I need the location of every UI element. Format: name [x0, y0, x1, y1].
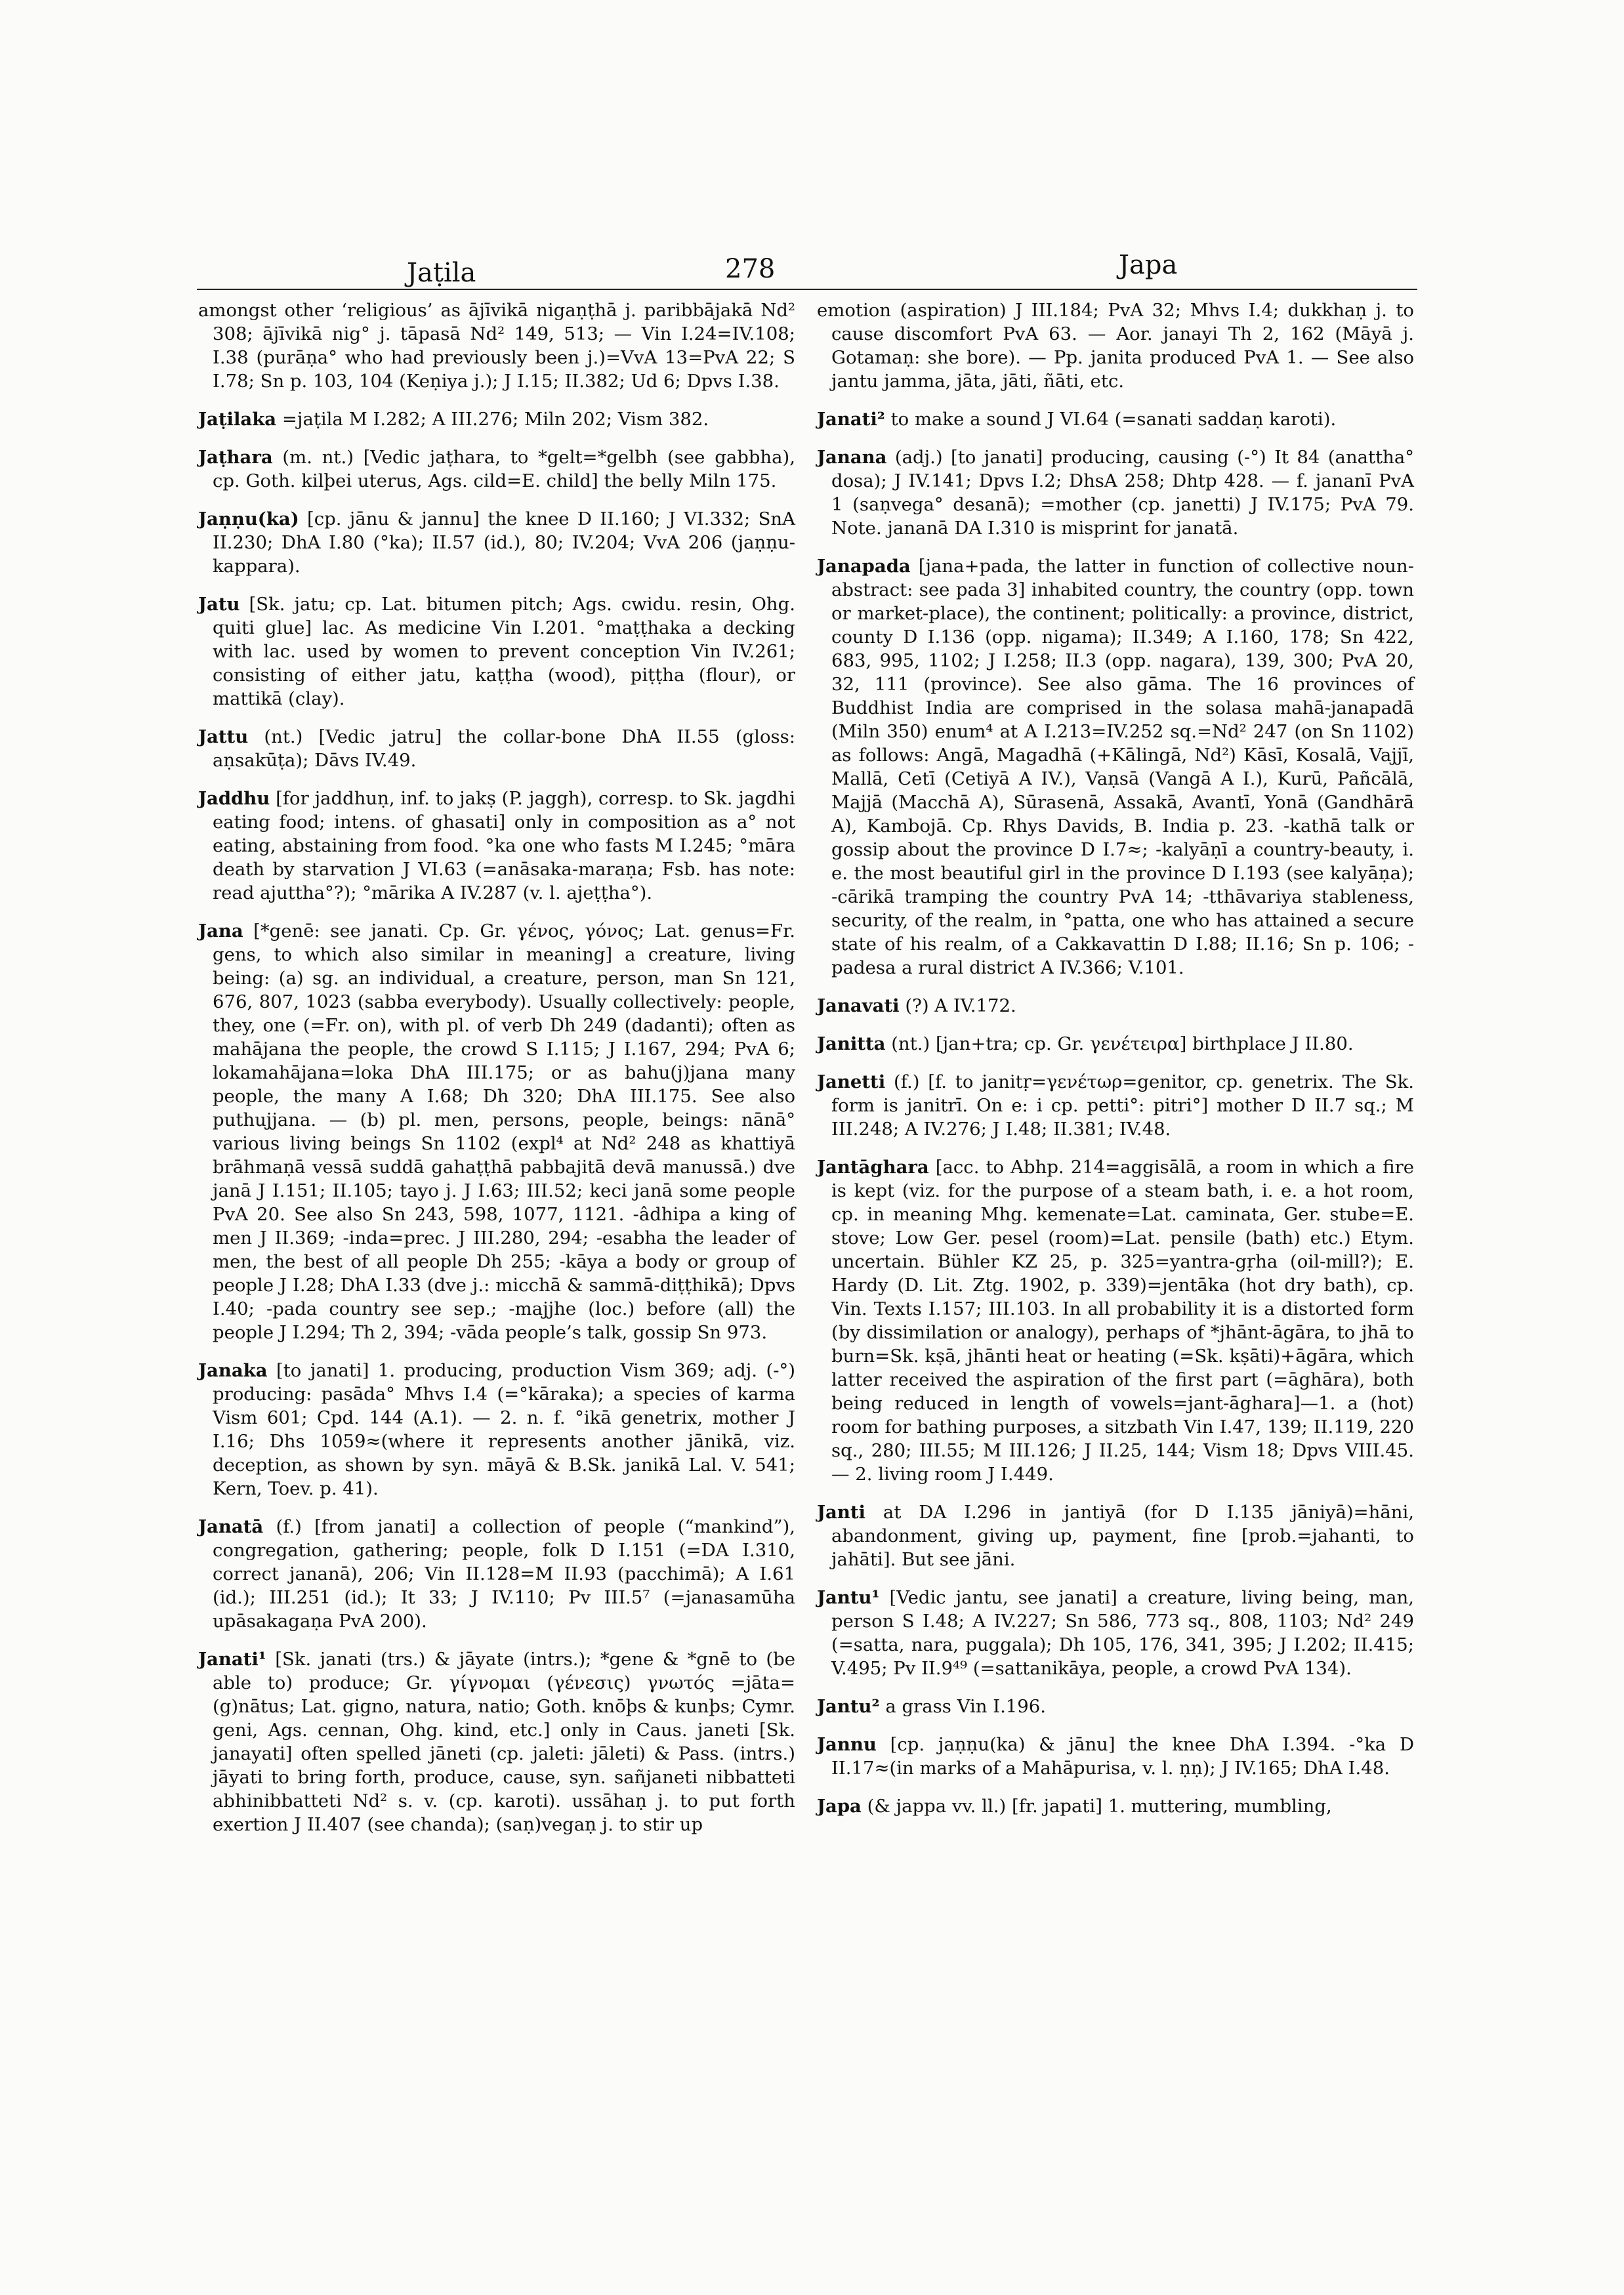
dictionary-entry — [198, 299, 795, 393]
dictionary-entry — [817, 1794, 1414, 1818]
entry-headword: Janetti — [817, 1071, 886, 1092]
dictionary-entry — [198, 919, 795, 1344]
entry-text: (& jappa vv. ll.) [fr. japati] 1. muttering, mumbling, — [867, 1796, 1332, 1817]
entry-headword: Jaṭhara — [198, 447, 273, 468]
entry-text: emotion (aspiration) J III.184; PvA 32; Mhvs I.4; dukkhaṇ j. to cause discomfort PvA 63. — Aor. janayi Th 2, 162 (Māyā j. Gotamaṇ: she bore). — Pp. janita produced PvA 1. — See also jantu jamma, jāta, jāti, ñāti, etc. — [817, 300, 1414, 392]
entry-headword: Jantāghara — [817, 1157, 929, 1178]
entry-headword: Janapada — [817, 556, 911, 577]
entry-headword: Jaddhu — [198, 788, 270, 809]
entry-text: [*genē: see janati. Cp. Gr. γένος, γόνος; Lat. genus=Fr. gens, to which also similar in meaning] a creature, living being: (a) sg. an individual, a creature, person, man Sn 121, 676, 807, 1023 (sabba everybody). Usually collectively: people, they, one (=Fr. on), with pl. of verb Dh 249 (dadanti); often as mahājana the people, the crowd S I.115; J I.167, 294; PvA 6; lokamahājana=loka DhA III.175; or as bahu(j)jana many people, the many A I.68; Dh 320; DhA III.175. See also puthujjana. — (b) pl. men, persons, people, beings: nānā° various living beings Sn 1102 (expl⁴ at Nd² 248 as khattiyā brāhmaṇā vessā suddā gahaṭṭhā pabbajitā devā manussā.) dve janā J I.151; II.105; tayo j. J I.63; III.52; keci janā some people PvA 20. See also Sn 243, 598, 1077, 1121. -âdhipa a king of men J II.369; -inda=prec. J III.280, 294; -esabha the leader of men, the best of all people Dh 255; -kāya a body or group of people J I.28; DhA I.33 (dve j.: micchā & sammā-diṭṭhikā); Dpvs I.40; -pada country see sep.; -majjhe (loc.) before (all) the people J I.294; Th 2, 394; -vāda people’s talk, gossip Sn 973. — [213, 920, 795, 1343]
entry-text: [acc. to Abhp. 214=aggisālā, a room in which a fire is kept (viz. for the purpose of a steam bath, i. e. a hot room, cp. in meaning Mhg. kemenate=Lat. caminata, Ger. stube=E. stove; Low Ger. pesel (room)=Lat. pensile (bath) etc.) Etym. uncertain. Bühler KZ 25, p. 325=yantra-gṛha (oil-mill?); E. Hardy (D. Lit. Ztg. 1902, p. 339)=jentāka (hot dry bath), cp. Vin. Texts I.157; III.103. In all probability it is a distorted form (by dissimilation or analogy), perhaps of *jhānt-āgāra, to jhā to burn=Sk. kṣā, jhānti heat or heating (=Sk. kṣāti)+āgāra, which latter received the aspiration of the first part (=āghāra), both being reduced in length of vowels=jant-āghara]—1. a (hot) room for bathing purposes, a sitzbath Vin I.47, 139; II.119, 220 sq., 280; III.55; M III.126; J II.25, 144; Vism 18; Dpvs VIII.45. — 2. living room J I.449. — [831, 1157, 1414, 1485]
entry-text: (nt.) [jan+tra; cp. Gr. γενέτειρα] birthplace J II.80. — [891, 1033, 1354, 1054]
dictionary-entry — [198, 507, 795, 578]
dictionary-entry — [198, 592, 795, 711]
left-guide-word: Jaṭila — [407, 258, 476, 288]
right-guide-word: Japa — [1119, 250, 1178, 280]
entry-text: [cp. jānu & jannu] the knee D II.160; J VI.332; SnA II.230; DhA I.80 (°ka); II.57 (id.), 80; IV.204; VvA 206 (jaṇṇu-kappara). — [213, 508, 795, 577]
entry-text: (f.) [f. to janitṛ=γενέτωρ=genitor, cp. genetrix. The Sk. form is janitrī. On e: i cp. petti°: pitri°] mother D II.7 sq.; M III.248; A IV.276; J I.48; II.381; IV.48. — [831, 1071, 1414, 1140]
dictionary-entry — [817, 1032, 1414, 1056]
entry-text: (m. nt.) [Vedic jaṭhara, to *gelt=*gelbh (see gabbha), cp. Goth. kilþei uterus, Ags. cild=E. child] the belly Miln 175. — [213, 447, 795, 491]
dictionary-entry — [817, 994, 1414, 1018]
entry-headword: Jattu — [198, 726, 249, 747]
entry-text: [Vedic jantu, see janati] a creature, living being, man, person S I.48; A IV.227; Sn 586, 773 sq., 808, 1103; Nd² 249 (=satta, nara, puggala); Dh 105, 176, 341, 395; J I.202; II.415; V.495; Pv II.9⁴⁹ (=sattanikāya, people, a crowd PvA 134). — [831, 1587, 1414, 1679]
entry-headword: Jana — [198, 920, 243, 941]
entry-headword: Janaka — [198, 1360, 268, 1381]
dictionary-entry — [198, 445, 795, 493]
entry-text: (adj.) [to janati] producing, causing (-°) It 84 (anattha° dosa); J IV.141; Dpvs I.2; DhsA 258; Dhtp 428. — f. jananī PvA 1 (saṇvega° desanā); =mother (cp. janetti) J IV.175; PvA 79. Note. jananā DA I.310 is misprint for janatā. — [831, 447, 1415, 539]
dictionary-entry — [817, 299, 1414, 393]
dictionary-entry — [817, 1155, 1414, 1486]
entry-text: [Sk. jatu; cp. Lat. bitumen pitch; Ags. cwidu. resin, Ohg. quiti glue] lac. As medicine Vin I.201. °maṭṭhaka a decking with lac. used by women to prevent conception Vin IV.261; consisting of either jatu, kaṭṭha (wood), piṭṭha (flour), or mattikā (clay). — [213, 594, 795, 709]
dictionary-entry — [198, 1515, 795, 1633]
dictionary-entry — [817, 1586, 1414, 1680]
dictionary-entry — [817, 407, 1414, 431]
dictionary-entry — [817, 1070, 1414, 1141]
entry-text: amongst other ‘religious’ as ājīvikā nigaṇṭhā j. paribbājakā Nd² 308; ājīvikā nig° j. tāpasā Nd² 149, 513; — Vin I.24=IV.108; I.38 (purāṇa° who had previously been j.)=VvA 13=PvA 22; S I.78; Sn p. 103, 104 (Keṇiya j.); J I.15; II.382; Ud 6; Dpvs I.38. — [198, 300, 795, 392]
left-column — [198, 299, 795, 1851]
dictionary-entry — [817, 554, 1414, 980]
dictionary-entry — [198, 725, 795, 772]
entry-text: [for jaddhuṇ, inf. to jakṣ (P. jaggh), corresp. to Sk. jagdhi eating food; intens. of ghasati] only in composition as a° not eating, abstaining from food. °ka one who fasts M I.245; °māra death by starvation J VI.63 (=anāsaka-maraṇa; Fsb. has note: read ajuttha°?); °mārika A IV.287 (v. l. ajeṭṭha°). — [213, 788, 795, 903]
entry-text: =jaṭila M I.282; A III.276; Miln 202; Vism 382. — [281, 409, 709, 430]
entry-text: (nt.) [Vedic jatru] the collar-bone DhA II.55 (gloss: aṇsakūṭa); Dāvs IV.49. — [213, 726, 795, 771]
entry-text: at DA I.296 in jantiyā (for D I.135 jāniyā)=hāni, abandonment, giving up, payment, fine [prob.=jahanti, to jahāti]. But see jāni. — [831, 1502, 1414, 1570]
entry-text: [Sk. janati (trs.) & jāyate (intrs.); *gene & *gnē to (be able to) produce; Gr. γίγνομαι (γένεσις) γνωτός =jāta=(g)nātus; Lat. gigno, natura, natio; Goth. knōþs & kunþs; Cymr. geni, Ags. cennan, Ohg. kind, etc.] only in Caus. janeti [Sk. janayati] often spelled jāneti (cp. jaleti: jāleti) & Pass. (intrs.) jāyati to bring forth, produce, cause, syn. sañjaneti nibbatteti abhinibbatteti Nd² s. v. (cp. karoti). ussāhaṇ j. to put forth exertion J II.407 (see chanda); (saṇ)vegaṇ j. to stir up — [213, 1649, 795, 1835]
entry-headword: Janavati — [817, 995, 900, 1016]
dictionary-entry — [198, 407, 795, 431]
entry-headword: Janti — [817, 1502, 865, 1523]
dictionary-entry — [817, 445, 1414, 540]
entry-headword: Jannu — [817, 1734, 877, 1755]
entry-text: (?) A IV.172. — [905, 995, 1016, 1016]
dictionary-entry — [817, 1695, 1414, 1718]
entry-text: (f.) [from janati] a collection of people (“mankind”), congregation, gathering; people, folk D I.151 (=DA I.310, correct jananā), 206; Vin II.128=M II.93 (pacchimā); A I.61 (id.); III.251 (id.); It 33; J IV.110; Pv III.5⁷ (=janasamūha upāsakagaṇa PvA 200). — [213, 1516, 795, 1632]
entry-headword: Jantu¹ — [817, 1587, 880, 1608]
dictionary-entry — [198, 1359, 795, 1500]
entry-text: to make a sound J VI.64 (=sanati saddaṇ karoti). — [890, 409, 1337, 430]
dictionary-entry — [198, 787, 795, 905]
dictionary-entry — [817, 1733, 1414, 1780]
dictionary-entry — [198, 1647, 795, 1836]
entry-headword: Janitta — [817, 1033, 886, 1054]
entry-text: [cp. jaṇṇu(ka) & jānu] the knee DhA I.394. -°ka D II.17≈(in marks of a Mahāpurisa, v. l. ṇṇ); J IV.165; DhA I.48. — [831, 1734, 1414, 1779]
entry-text: a grass Vin I.196. — [885, 1696, 1047, 1717]
entry-headword: Jaṇṇu(ka) — [198, 508, 299, 529]
entry-headword: Japa — [817, 1796, 862, 1817]
entry-text: [to janati] 1. producing, production Vism 369; adj. (-°) producing: pasāda° Mhvs I.4 (=°kāraka); a species of karma Vism 601; Cpd. 144 (A.1). — 2. n. f. °ikā genetrix, mother J I.16; Dhs 1059≈(where it represents another jānikā, viz. deception, as shown by syn. māyā & B.Sk. janikā Lal. V. 541; Kern, Toev. p. 41). — [213, 1360, 795, 1499]
entry-headword: Janati¹ — [198, 1649, 266, 1670]
page-number: 278 — [725, 254, 776, 284]
entry-headword: Jatu — [198, 594, 240, 615]
header-rule — [197, 289, 1417, 290]
running-head — [197, 233, 1417, 289]
entry-headword: Janati² — [817, 409, 885, 430]
entry-headword: Janatā — [198, 1516, 264, 1537]
entry-headword: Jaṭilaka — [198, 409, 277, 430]
right-column — [817, 299, 1414, 1832]
entry-headword: Janana — [817, 447, 887, 468]
dictionary-entry — [817, 1500, 1414, 1571]
entry-headword: Jantu² — [817, 1696, 880, 1717]
entry-text: [jana+pada, the latter in function of collective noun-abstract: see pada 3] inhabited country, the country (opp. town or market-place), the continent; politically: a province, district, county D I.136 (opp. nigama); II.349; A I.160, 178; Sn 422, 683, 995, 1102; J I.258; II.3 (opp. nagara), 139, 300; PvA 20, 32, 111 (province). See also gāma. The 16 provinces of Buddhist India are comprised in the solasa mahā-janapadā (Miln 350) enum⁴ at A I.213=IV.252 sq.=Nd² 247 (on Sn 1102) as follows: Angā, Magadhā (+Kālingā, Nd²) Kāsī, Kosalā, Vajjī, Mallā, Cetī (Cetiyā A IV.), Vaṇsā (Vangā A I.), Kurū, Pañcālā, Majjā (Macchā A), Sūrasenā, Assakā, Avantī, Yonā (Gandhārā A), Kambojā. Cp. Rhys Davids, B. India p. 23. -kathā talk or gossip about the province D I.7≈; -kalyāṇī a country-beauty, i. e. the most beautiful girl in the province D I.193 (see kalyāṇa); -cārikā tramping the country PvA 14; -tthāvariya stableness, security, of the realm, in °patta, one who has attained a secure state of his realm, of a Cakkavattin D I.88; II.16; Sn p. 106; -padesa a rural district A IV.366; V.101. — [831, 556, 1414, 978]
